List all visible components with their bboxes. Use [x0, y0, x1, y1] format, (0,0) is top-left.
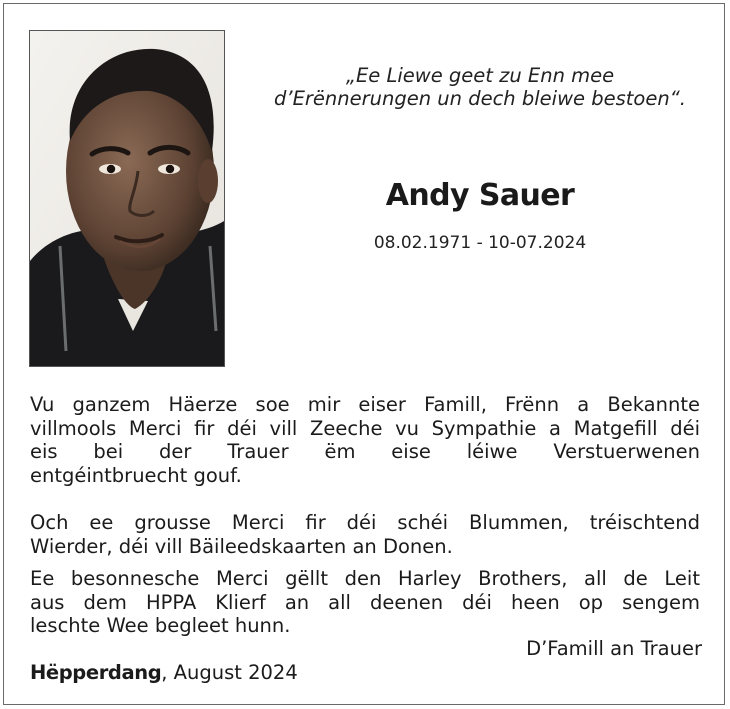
paragraph-line: villmools Merci fir déi vill Zeeche vu Sympathie a Matgefill déi	[30, 416, 700, 440]
quote-line-1: „Ee Liewe geet zu Enn mee	[345, 64, 615, 87]
paragraph-line: Vu ganzem Häerze soe mir eiser Famill, Frënn a Bekannte	[30, 393, 700, 416]
paragraph-line: Och ee grousse Merci fir déi schéi Blummen, tréischtend	[30, 511, 700, 534]
life-dates: 08.02.1971 - 10-07.2024	[373, 233, 587, 253]
family-signoff: D’Famill an Trauer	[526, 637, 702, 660]
thanks-paragraph-3	[30, 567, 700, 638]
quote-line-2: d’Erënnerungen un dech bleiwe bestoen“.	[274, 87, 686, 110]
paragraph-line: Ee besonnesche Merci gëllt den Harley Brothers, all de Leit	[30, 567, 700, 590]
paragraph-line: entgéintbruecht gouf.	[30, 463, 242, 487]
date-text: , August 2024	[161, 661, 298, 684]
thanks-paragraph-2	[30, 511, 700, 558]
place-date-line	[30, 661, 298, 684]
paragraph-line: aus dem HPPA Klierf an all deenen déi heen op sengem	[30, 590, 700, 614]
portrait-photo	[29, 30, 225, 367]
place-name: Hëpperdang	[30, 661, 162, 684]
memorial-quote	[250, 64, 710, 110]
deceased-name: Andy Sauer	[385, 178, 575, 213]
thanks-paragraph-1	[30, 393, 700, 487]
paragraph-line: eis bei der Trauer ëm eise léiwe Verstuerwenen	[30, 440, 700, 463]
paragraph-line: Wierder, déi vill Bäileedskaarten an Donen.	[30, 534, 453, 558]
paragraph-line: leschte Wee begleet hunn.	[30, 614, 291, 637]
